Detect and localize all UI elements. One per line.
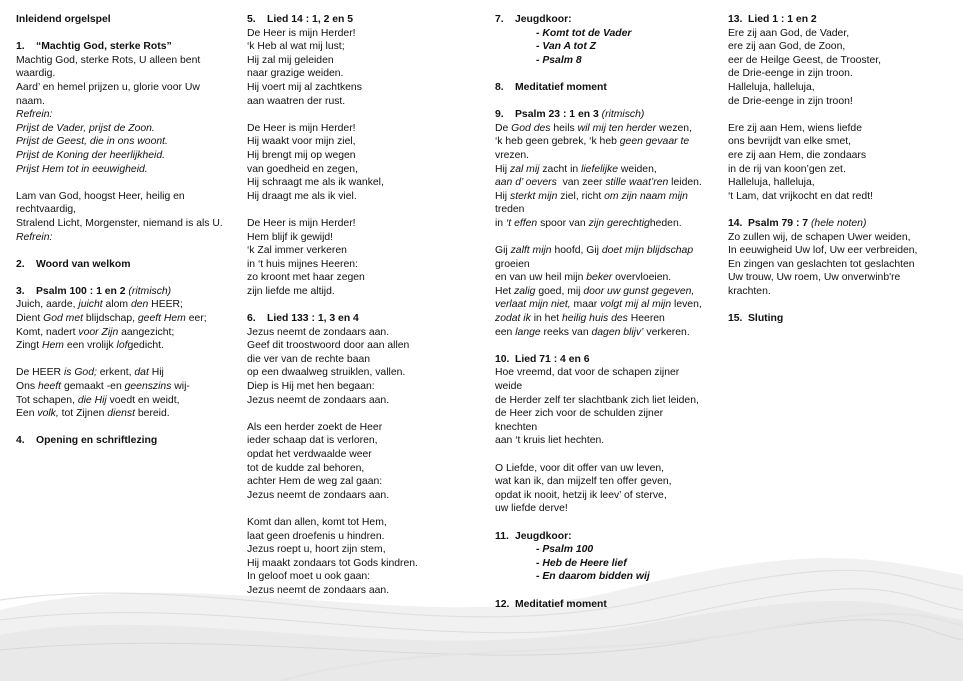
verse-line: opdat ik nooit, hetzij ik leev’ of sterve, <box>495 489 667 501</box>
text-run: Het <box>495 285 515 297</box>
refrain-line <box>16 108 231 122</box>
verse-line: Aard’ en hemel prijzen u, glorie voor Uw naam. <box>16 81 200 107</box>
text-run: HEER; <box>148 299 183 311</box>
text-run: Hij <box>495 190 511 202</box>
italic-text: volgt mij al mijn <box>600 299 672 311</box>
verse-line <box>16 366 231 380</box>
verse-line <box>495 122 727 136</box>
section-number: 5. <box>247 14 256 25</box>
section-title: Lied 71 : 4 en 6 <box>515 353 590 365</box>
text-run: Tot schapen, <box>16 394 78 406</box>
verse-line <box>16 298 231 312</box>
italic-text: den <box>130 299 149 311</box>
section-title: Woord van welkom <box>36 258 131 270</box>
verse-line: ‘k Heb al wat mij lust; <box>247 41 345 53</box>
choir-item: - Van A tot Z <box>536 41 597 53</box>
verse-line <box>16 407 231 421</box>
text-run: Een <box>16 408 38 420</box>
text-run: een <box>495 326 516 338</box>
italic-text: zalig <box>514 285 536 297</box>
section-number: 9. <box>495 109 504 121</box>
text-run: eer; <box>185 313 207 325</box>
verse-line: Hoe vreemd, dat voor de schapen zijner <box>495 367 680 379</box>
italic-text: zal mij <box>510 163 540 175</box>
italic-text: Prijst de Vader, prijst de Zoon. <box>16 122 155 134</box>
section-heading <box>728 13 960 27</box>
blank-line <box>16 271 231 285</box>
italic-text: verlaat mijn niet, <box>495 299 571 311</box>
section-heading <box>16 434 231 448</box>
italic-text: voor Zijn <box>78 326 119 338</box>
verse-line: zijn liefde me altijd. <box>247 285 335 297</box>
blank-line <box>495 67 727 81</box>
section-number: 1. <box>16 41 25 53</box>
section-heading <box>247 312 472 326</box>
text-run: in <box>495 217 506 229</box>
text-run: gemaakt -en <box>61 381 125 393</box>
column-1 <box>16 13 231 448</box>
blank-line <box>728 108 960 122</box>
section-title: Lied 14 : 1, 2 en 5 <box>267 14 354 25</box>
italic-text: God met <box>43 313 84 325</box>
text-run: De <box>495 122 512 134</box>
text-run: leven, <box>671 299 702 311</box>
section-number: 7. <box>495 14 504 25</box>
verse-line <box>495 258 727 272</box>
text-run: De HEER <box>16 367 64 379</box>
section-heading <box>728 217 960 231</box>
verse-line: van goedheid en zegen, <box>247 163 358 175</box>
italic-text: Refrein: <box>16 109 53 121</box>
text-run: overvloeien. <box>612 272 672 284</box>
verse-line <box>495 190 727 204</box>
text-run: Hij <box>495 163 511 175</box>
italic-text: dat <box>134 367 149 379</box>
section-heading <box>16 40 231 54</box>
section-heading <box>247 13 472 27</box>
text-run: reeks van <box>540 326 592 338</box>
section-number: 12. <box>495 598 510 610</box>
verse-line <box>16 380 231 394</box>
verse-line: de Drie-eenge in zijn troon. <box>728 68 853 80</box>
verse-line: weide <box>495 381 523 393</box>
text-run: Gij <box>495 245 511 257</box>
verse-line <box>495 312 727 326</box>
italic-text: door uw gunst gegeven, <box>583 285 695 297</box>
blank-line <box>16 353 231 367</box>
verse-line: Hem blijf ik gewijd! <box>247 231 334 243</box>
blank-line <box>495 584 727 598</box>
verse-line: Zo zullen wij, de schapen Uwer weiden, <box>728 231 911 243</box>
italic-text: volk, <box>37 408 59 420</box>
verse-line: Geef dit troostwoord door aan allen <box>247 340 410 352</box>
verse-line: Diep is Hij met hen begaan: <box>247 381 375 393</box>
verse-line: op een dwaalweg struiklen, vallen. <box>247 367 406 379</box>
verse-line <box>16 394 231 408</box>
verse-line: krachten. <box>728 285 771 297</box>
verse-line: Uw trouw, Uw roem, Uw onverwinb're <box>728 272 901 284</box>
italic-text: heeft <box>37 381 62 393</box>
text-run: een vrolijk <box>63 340 117 352</box>
blank-line <box>495 448 727 462</box>
section-title: Sluting <box>748 313 784 325</box>
verse-line: uw liefde derve! <box>495 503 568 515</box>
section-heading <box>495 598 727 612</box>
verse-line: Jezus neemt de zondaars aan. <box>247 489 390 501</box>
text-run: aangezicht; <box>118 326 175 338</box>
italic-text: om zijn naam mijn <box>604 190 688 202</box>
italic-text: Prijst de Geest, die in ons woont. <box>16 136 168 148</box>
italic-text: heilig huis des <box>562 313 628 325</box>
verse-line <box>495 244 727 258</box>
italic-text: dienst <box>107 408 135 420</box>
blank-line <box>728 203 960 217</box>
italic-text: Hem <box>42 340 64 352</box>
text-run: wezen, <box>656 122 692 134</box>
blank-line <box>247 502 472 516</box>
blank-line <box>495 339 727 353</box>
verse-line <box>495 271 727 285</box>
italic-text: zodat ik <box>495 313 531 325</box>
text-run: van zeer <box>556 177 606 189</box>
refrain-line <box>16 163 231 177</box>
section-title: Meditatief moment <box>515 598 607 610</box>
text-run: ‘k heb geen gebrek, ‘k heb <box>495 136 620 148</box>
section-note: (hele noten) <box>810 217 867 229</box>
section-note: (ritmisch) <box>601 109 645 121</box>
verse-line: De Heer is mijn Herder! <box>247 27 356 39</box>
verse-line: zo kroont met haar zegen <box>247 272 365 284</box>
verse-line: Lam van God, hoogst Heer, heilig en rechtvaardig, <box>16 190 185 216</box>
verse-line: Jezus neemt de zondaars aan. <box>247 584 390 596</box>
section-heading <box>16 13 231 27</box>
verse-line <box>495 285 727 299</box>
section-number: 8. <box>495 81 504 93</box>
text-run: goed, mij <box>535 285 584 297</box>
italic-text: Refrein: <box>16 231 53 243</box>
verse-line: aan waatren der rust. <box>247 95 346 107</box>
verse-line <box>495 163 727 177</box>
section-number: 13. <box>728 14 743 25</box>
text-run: leiden. <box>668 177 702 189</box>
column-4 <box>728 13 960 326</box>
text-run: groeien <box>495 258 530 270</box>
section-title: Psalm 100 : 1 en 2 <box>36 285 126 297</box>
text-run: treden <box>495 204 525 216</box>
section-heading <box>495 108 727 122</box>
choir-item: - Komt tot de Vader <box>536 27 632 39</box>
section-title: Jeugdkoor: <box>515 14 572 25</box>
section-number: 4. <box>16 435 25 447</box>
verse-line: Als een herder zoekt de Heer <box>247 421 383 433</box>
italic-text: God des <box>511 122 551 134</box>
choir-item: - Heb de Heere lief <box>536 557 627 569</box>
text-run: Heeren <box>627 313 665 325</box>
section-heading <box>16 258 231 272</box>
verse-line: ‘k Zal immer verkeren <box>247 245 347 257</box>
verse-line: O Liefde, voor dit offer van uw leven, <box>495 462 665 474</box>
section-heading <box>495 530 727 544</box>
choir-item: - Psalm 8 <box>536 54 582 66</box>
verse-line: Hij schraagt me als ik wankel, <box>247 177 384 189</box>
italic-text: Prijst de Koning der heerlijkheid. <box>16 149 166 161</box>
italic-text: lof <box>116 340 128 352</box>
section-title: Opening en schriftlezing <box>36 435 158 447</box>
verse-line <box>495 149 727 163</box>
verse-line: ere zij aan God, de Zoon, <box>728 41 846 53</box>
verse-line <box>495 298 727 312</box>
text-run: gedicht. <box>127 340 164 352</box>
verse-line: eer de Heilge Geest, de Trooster, <box>728 54 882 66</box>
section-title: Meditatief moment <box>515 81 607 93</box>
italic-text: stille waat’ren <box>605 177 669 189</box>
section-title: Jeugdkoor: <box>515 530 572 542</box>
section-number: 3. <box>16 285 25 297</box>
blank-line <box>16 176 231 190</box>
verse-line: Hij draagt me als ik viel. <box>247 190 357 202</box>
section-heading <box>495 13 727 27</box>
text-run: in het <box>530 313 563 325</box>
section-heading <box>16 285 231 299</box>
italic-text: ‘t effen <box>505 217 538 229</box>
blank-line <box>495 516 727 530</box>
italic-text: lange <box>515 326 541 338</box>
text-run: hoofd, Gij <box>551 245 602 257</box>
text-run: heden. <box>649 217 682 229</box>
section-title: “Machtig God, sterke Rots” <box>36 41 172 53</box>
verse-line <box>495 203 727 217</box>
text-run: erkent, <box>96 367 135 379</box>
blank-line <box>495 231 727 245</box>
section-number: 14. <box>728 217 743 229</box>
text-run: heils <box>550 122 578 134</box>
blank-line <box>16 27 231 41</box>
verse-line: Ere zij aan God, de Vader, <box>728 27 850 39</box>
verse-line: naar grazige weiden. <box>247 68 344 80</box>
italic-text: aan d’ oevers <box>495 177 557 189</box>
italic-text: geen gevaar te <box>619 136 690 148</box>
section-number: 11. <box>495 530 509 542</box>
blank-line <box>16 244 231 258</box>
text-run: weiden, <box>618 163 657 175</box>
verse-line: de Herder zelf ter slachtbank zich liet leiden, <box>495 394 699 406</box>
verse-line: Halleluja, halleluja, <box>728 177 815 189</box>
italic-text: sterkt mijn <box>510 190 558 202</box>
verse-line: ieder schaap dat is verloren, <box>247 435 378 447</box>
italic-text: juicht <box>78 299 103 311</box>
verse-line: In geloof moet u ook gaan: <box>247 571 371 583</box>
text-run: blijdschap, <box>83 313 138 325</box>
verse-line: Hij brengt mij op wegen <box>247 149 356 161</box>
blank-line <box>247 108 472 122</box>
text-run: Hij <box>148 367 164 379</box>
section-heading <box>495 353 727 367</box>
italic-text: zalft mijn <box>510 245 552 257</box>
italic-text: dagen blijv’ <box>591 326 644 338</box>
blank-line <box>247 298 472 312</box>
verse-line: Halleluja, halleluja, <box>728 81 815 93</box>
verse-line: tot de kudde zal behoren, <box>247 462 365 474</box>
verse-line: wat kan ik, dan mijzelf ten offer geven, <box>495 476 672 488</box>
verse-line <box>495 326 727 340</box>
verse-line: Hij maakt zondaars tot Gods kindren. <box>247 557 418 569</box>
text-run: vrezen. <box>495 149 530 161</box>
verse-line: opdat het verdwaalde weer <box>247 449 372 460</box>
verse-line: Jezus neemt de zondaars aan. <box>247 326 390 338</box>
section-title: Inleidend orgelspel <box>16 14 111 25</box>
section-title: Lied 1 : 1 en 2 <box>748 14 817 25</box>
verse-line: Ere zij aan Hem, wiens liefde <box>728 122 862 134</box>
verse-line: de Drie-eenge in zijn troon! <box>728 95 853 107</box>
column-3 <box>495 13 727 611</box>
italic-text: geenszins <box>124 381 172 393</box>
verse-line: Machtig God, sterke Rots, U alleen bent waardig. <box>16 54 201 80</box>
italic-text: liefelijke <box>581 163 619 175</box>
choir-item: - Psalm 100 <box>536 544 594 556</box>
italic-text: Prijst Hem tot in eeuwigheid. <box>16 163 148 175</box>
section-note: (ritmisch) <box>128 285 172 297</box>
italic-text: die Hij <box>77 394 107 406</box>
verse-line: in de rij van koon’gen zet. <box>728 163 846 175</box>
blank-line <box>247 203 472 217</box>
verse-line: knechten <box>495 421 538 433</box>
verse-line: De Heer is mijn Herder! <box>247 122 356 134</box>
verse-line: de Heer zich voor de schulden zijner <box>495 408 664 420</box>
verse-line: ‘t Lam, dat vrijkocht en dat redt! <box>728 190 873 202</box>
text-run: Ons <box>16 381 38 393</box>
section-heading <box>728 312 960 326</box>
verse-line: Hij voert mij al zachtkens <box>247 81 362 93</box>
verse-line: Jezus neemt de zondaars aan. <box>247 394 390 406</box>
text-run: Zingt <box>16 340 42 352</box>
blank-line <box>495 95 727 109</box>
verse-line: Komt dan allen, komt tot Hem, <box>247 516 387 528</box>
text-run: verkeren. <box>643 326 690 338</box>
italic-text: wil mij ten herder <box>577 122 657 134</box>
text-run: Dient <box>16 313 44 325</box>
blank-line <box>247 407 472 421</box>
refrain-line <box>16 122 231 136</box>
verse-line: Hij zal mij geleiden <box>247 54 334 66</box>
italic-text: geeft Hem <box>137 313 186 325</box>
verse-line: Jezus roept u, hoort zijn stem, <box>247 544 386 556</box>
text-run: voedt en weidt, <box>106 394 180 406</box>
text-run: spoor van <box>537 217 589 229</box>
verse-line <box>16 312 231 326</box>
italic-text: zijn gerechtig <box>588 217 650 229</box>
blank-line <box>16 421 231 435</box>
verse-line <box>16 326 231 340</box>
verse-line: achter Hem de weg zal gaan: <box>247 476 383 488</box>
blank-line <box>728 298 960 312</box>
verse-line: En zingen van geslachten tot geslachten <box>728 258 915 270</box>
section-heading <box>495 81 727 95</box>
italic-text: doet mijn blijdschap <box>601 245 694 257</box>
section-title: Psalm 23 : 1 en 3 <box>515 109 599 121</box>
italic-text: beker <box>586 272 613 284</box>
verse-line <box>495 135 727 149</box>
refrain-line <box>16 149 231 163</box>
verse-line: ere zij aan Hem, die zondaars <box>728 149 867 161</box>
section-title: Psalm 79 : 7 <box>748 217 809 229</box>
column-2 <box>247 13 472 598</box>
text-run: wij- <box>171 381 190 393</box>
text-run: tot Zijnen <box>58 408 108 420</box>
section-number: 2. <box>16 258 25 270</box>
verse-line: aan ‘t kruis liet hechten. <box>495 435 605 447</box>
section-number: 15. <box>728 313 743 325</box>
italic-text: is God; <box>63 367 97 379</box>
verse-line <box>495 217 727 231</box>
section-title: Lied 133 : 1, 3 en 4 <box>267 313 359 325</box>
verse-line: Hij waakt voor mijn ziel, <box>247 136 356 148</box>
verse-line: in ‘t huis mijnes Heeren: <box>247 258 358 270</box>
section-number: 6. <box>247 313 256 325</box>
verse-line: In eeuwigheid Uw lof, Uw eer verbreiden, <box>728 245 918 257</box>
verse-line <box>16 339 231 353</box>
verse-line: Stralend Licht, Morgenster, niemand is als U. <box>16 217 223 229</box>
text-run: Komt, nadert <box>16 326 79 338</box>
text-run: maar <box>570 299 601 311</box>
text-run: Juich, aarde, <box>16 299 79 311</box>
refrain-line <box>16 231 231 245</box>
verse-line <box>495 176 727 190</box>
text-run: bereid. <box>135 408 170 420</box>
text-run: ziel, richt <box>557 190 605 202</box>
text-run: zacht in <box>539 163 582 175</box>
verse-line: die ver van de rechte baan <box>247 353 371 365</box>
verse-line: De Heer is mijn Herder! <box>247 217 356 229</box>
text-run: en van uw heil mijn <box>495 272 587 284</box>
verse-line: laat geen droefenis u hindren. <box>247 530 385 542</box>
text-run: alom <box>102 299 131 311</box>
verse-line: ons bevrijdt van elke smet, <box>728 136 852 148</box>
section-number: 10. <box>495 353 510 365</box>
refrain-line <box>16 135 231 149</box>
choir-item: - En daarom bidden wij <box>536 571 650 583</box>
